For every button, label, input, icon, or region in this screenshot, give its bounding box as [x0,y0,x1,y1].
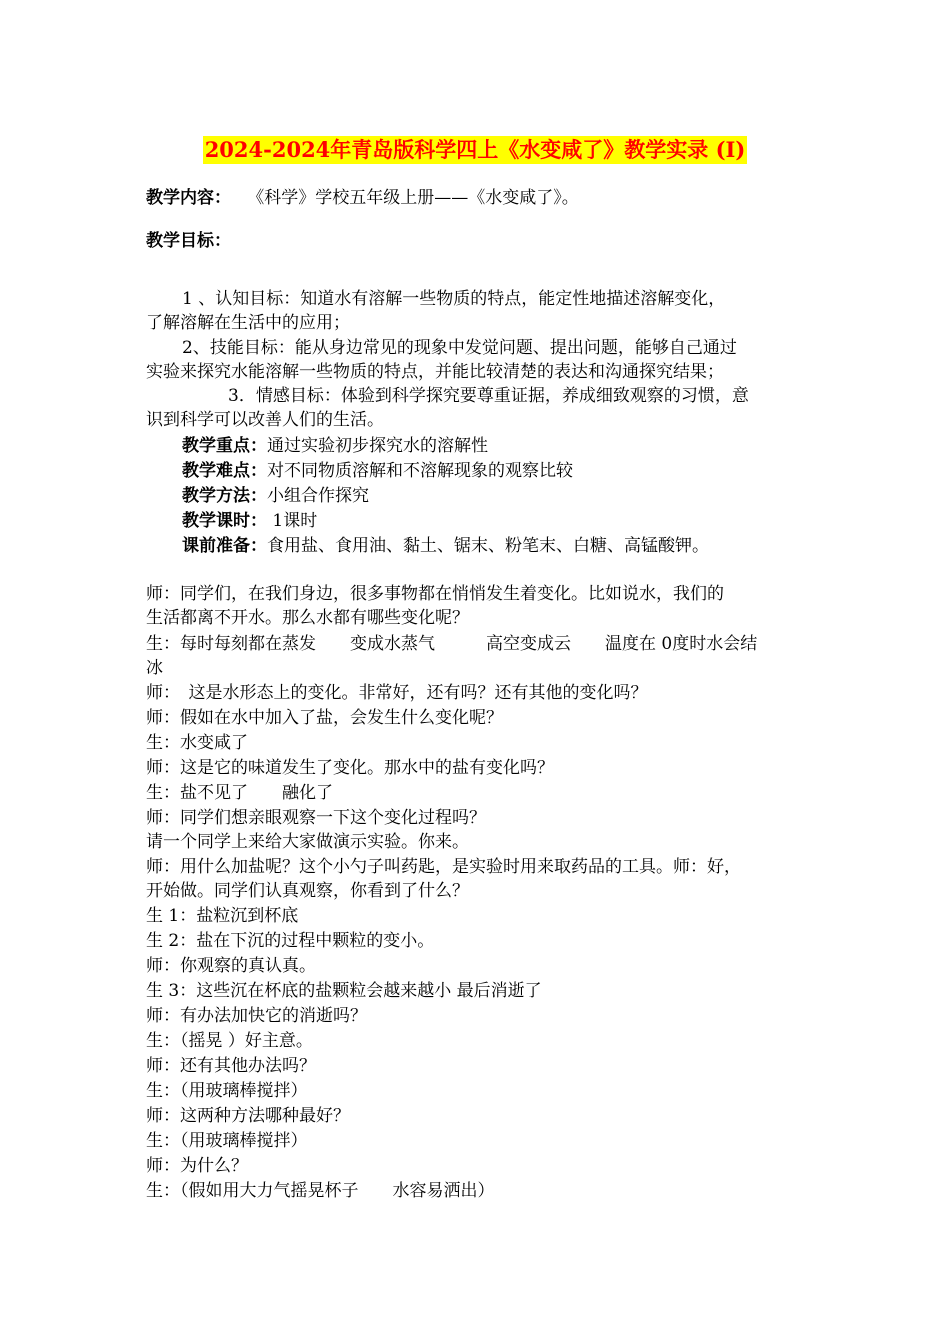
info-label: 教学重点： [182,436,267,456]
info-value: 小组合作探究 [267,486,369,506]
info-label: 课前准备： [182,536,267,556]
dialogue-line: 生 2：盐在下沉的过程中颗粒的变小。 [146,931,435,951]
goal-2-line-2: 实验来探究水能溶解一些物质的特点，并能比较清楚的表达和沟通探究结果； [146,362,724,382]
content-label: 教学内容： [146,188,231,208]
goal-3-line-1: 3．情感目标：体验到科学探究要尊重证据，养成细致观察的习惯，意 [228,386,749,406]
dialogue-line: 师：用什么加盐呢？这个小勺子叫药匙，是实验时用来取药品的工具。师：好， [146,857,741,877]
info-value: 1课时 [267,511,318,531]
dialogue-line: 师：为什么？ [146,1156,248,1176]
goal-2-line-1: 2、技能目标：能从身边常见的现象中发觉问题、提出问题，能够自己通过 [182,338,737,358]
dialogue-line: 生：（用玻璃棒搅拌） [146,1131,308,1151]
dialogue-line: 师：同学们，在我们身边，很多事物都在悄悄发生着变化。比如说水，我们的 [146,584,724,604]
dialogue-line: 师：同学们想亲眼观察一下这个变化过程吗？ [146,808,486,828]
info-row-key-point [182,434,862,458]
info-row-method [182,484,862,508]
dialogue-line: 生：水变咸了 [146,733,248,753]
dialogue-line: 师： 这是水形态上的变化。非常好，还有吗？还有其他的变化吗？ [146,683,648,703]
dialogue-line: 生：（用玻璃棒搅拌） [146,1081,308,1101]
info-value: 对不同物质溶解和不溶解现象的观察比较 [267,461,573,481]
goal-1-line-1: 1 、认知目标：知道水有溶解一些物质的特点，能定性地描述溶解变化， [182,289,726,309]
info-value: 食用盐、食用油、黏土、锯末、粉笔末、白糖、高锰酸钾。 [267,536,709,556]
content-row [146,186,826,210]
dialogue-line: 生：（假如用大力气摇晃杯子 水容易洒出） [146,1181,495,1201]
goal-1-line-2: 了解溶解在生活中的应用； [146,313,350,333]
info-row-difficulty [182,459,862,483]
dialogue-line: 师：有办法加快它的消逝吗？ [146,1006,367,1026]
dialogue-line: 生：盐不见了 融化了 [146,783,333,803]
dialogue-line: 生活都离不开水。那么水都有哪些变化呢？ [146,608,469,628]
title-container [0,136,950,164]
dialogue-line: 冰 [146,658,163,678]
content-value: 《科学》学校五年级上册——《水变咸了》。 [247,188,579,208]
goal-3-line-2: 识到科学可以改善人们的生活。 [146,410,384,430]
dialogue-line: 生：每时每刻都在蒸发 变成水蒸气 高空变成云 温度在 0度时水会结 [146,634,758,654]
dialogue-line: 师：还有其他办法吗？ [146,1056,316,1076]
dialogue-line: 师：这是它的味道发生了变化。那水中的盐有变化吗？ [146,758,554,778]
dialogue-line: 师：这两种方法哪种最好？ [146,1106,350,1126]
goals-label: 教学目标： [146,231,231,251]
info-label: 教学难点： [182,461,267,481]
info-value: 通过实验初步探究水的溶解性 [267,436,488,456]
dialogue-line: 生 1：盐粒沉到杯底 [146,906,299,926]
info-label: 教学方法： [182,486,267,506]
info-row-periods [182,509,862,533]
dialogue-line: 师：你观察的真认真。 [146,956,316,976]
info-label: 教学课时： [182,511,267,531]
dialogue-line: 生 3：这些沉在杯底的盐颗粒会越来越小 最后消逝了 [146,981,542,1001]
document-title: 2024-2024年青岛版科学四上《水变咸了》教学实录 (I) [204,137,746,162]
dialogue-line: 请一个同学上来给大家做演示实验。你来。 [146,832,469,852]
info-row-preparation [182,534,862,558]
dialogue-line: 师：假如在水中加入了盐，会发生什么变化呢？ [146,708,503,728]
dialogue-line: 生：（摇晃 ）好主意。 [146,1031,313,1051]
dialogue-line: 开始做。同学们认真观察，你看到了什么？ [146,881,469,901]
